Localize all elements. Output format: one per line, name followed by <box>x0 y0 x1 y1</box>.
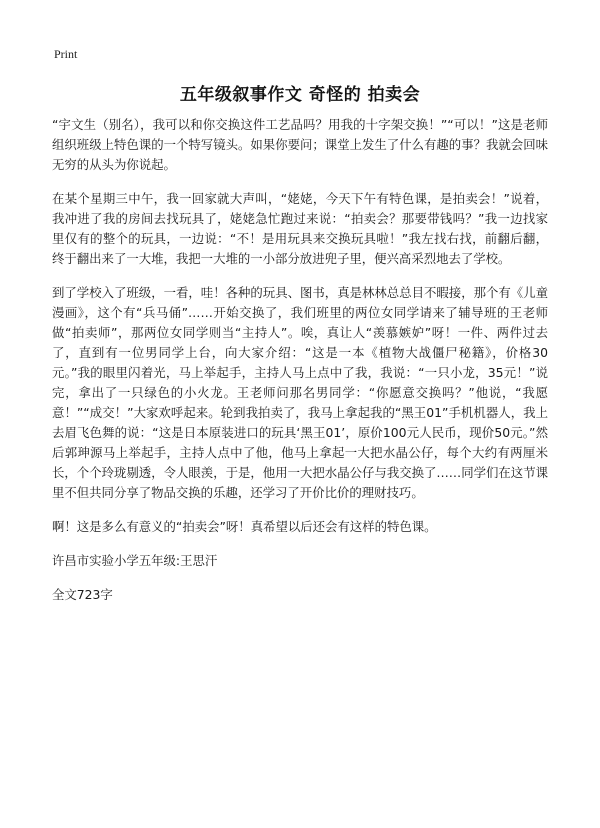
article-title: 五年级叙事作文 奇怪的 拍卖会 <box>179 85 421 105</box>
article-body <box>52 115 548 605</box>
paragraph-2: 在某个星期三中午，我一回家就大声叫，“姥姥，今天下午有特色课，是拍卖会！”说着，我冲进了我的房间去找玩具了，姥姥急忙跑过来说：“拍卖会？那要带钱吗？”我一边找家里仅有的整个的玩具，一边说：“不！是用玩具来交换玩具啦！”我左找右找，前翻后翻，终于翻出来了一大堆，我把一大堆的一小部分放进兜子里，便兴高采烈地去了学校。 <box>52 191 548 266</box>
paragraph-3: 到了学校入了班级，一看，哇！各种的玩具、图书，真是林林总总目不暇接，那个有《儿童漫画》，这个有“兵马俑”……开始交换了，我们班里的两位女同学请来了辅导班的王老师做“拍卖师”，那两位女同学则当“主持人”。唉，真让人“羡慕嫉妒”呀！一件、两件过去了，直到有一位男同学上台，向大家介绍：“这是一本《植物大战僵尸秘籍》，价格30元。”我的眼里闪着光，马上举起手，主持人马上点中了我，我说：“一只小龙，35元！”说完，拿出了一只绿色的小火龙。王老师问那名男同学：“你愿意交换吗？”他说，“我愿意！”“成交！”大家欢呼起来。轮到我拍卖了，我马上拿起我的“黑王01”手机机器人，我上去眉飞色舞的说：“这是日本原装进口的玩具‘黑王01’，原价100元人民币，现价50元。”然后郭珅源马上举起手，主持人点中了他，他马上拿起一大把水晶公仔，每个大约有两厘米长，个个玲珑剔透，令人眼羡，于是，他用一大把水晶公仔与我交换了……同学们在这节课里不但共同分享了物品交换的乐趣，还学习了开价比价的理财技巧。 <box>52 285 548 500</box>
print-link[interactable]: Print <box>54 47 78 61</box>
paragraph-1: “宇文生（别名），我可以和你交换这件工艺品吗？用我的十字架交换！”“可以！”这是老师组织班级上特色课的一个特写镜头。如果你要问；课堂上发生了什么有趣的事？我就会回味无穷的从头为你说起。 <box>52 117 548 172</box>
paragraph-4: 啊！这是多么有意义的“拍卖会”呀！真希望以后还会有这样的特色课。 <box>52 519 437 534</box>
word-count: 全文723字 <box>52 587 113 602</box>
author-line: 许昌市实验小学五年级:王思汗 <box>52 553 218 568</box>
